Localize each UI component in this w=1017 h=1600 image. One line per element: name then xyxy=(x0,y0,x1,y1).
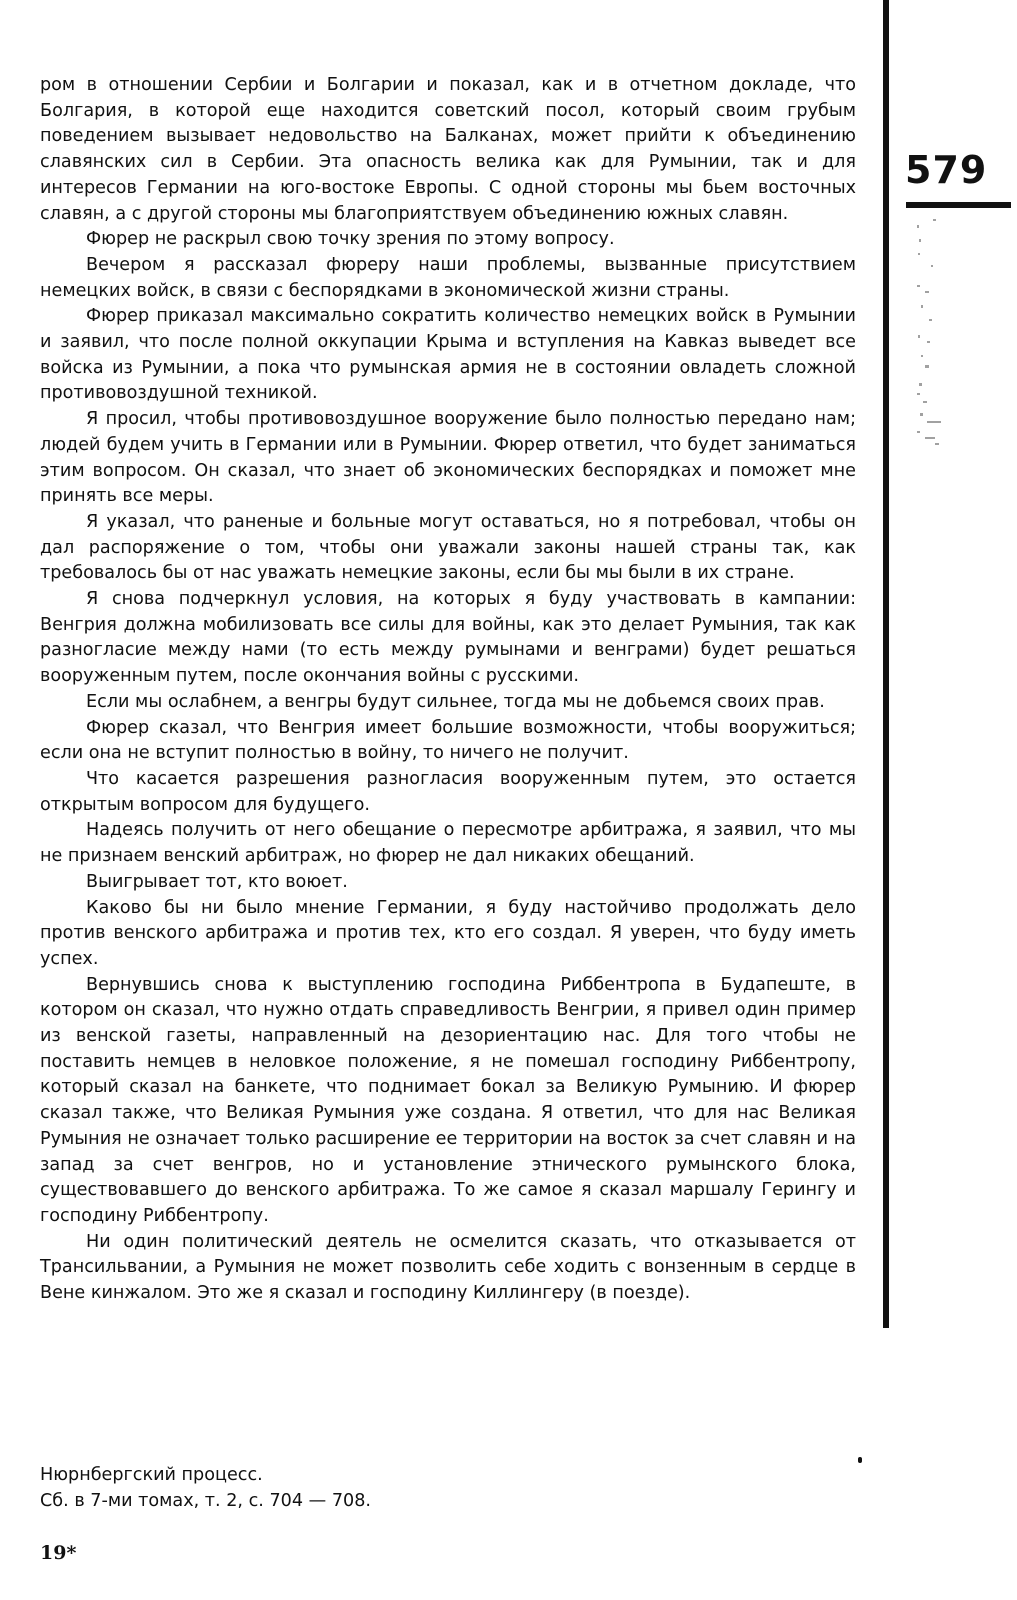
paragraph-5: Я просил, чтобы противовоздушное вооружение было полностью передано нам; людей будем учить в Германии или в Румынии. Фюрер ответил, что будет заниматься этим вопросом. Он сказал, что знает об экономических беспорядках и поможет мне принять все меры. xyxy=(40,409,856,507)
paragraph-8: Если мы ослабнем, а венгры будут сильнее, тогда мы не добьемся своих прав. xyxy=(86,691,825,712)
source-title: Нюрнбергский процесс. xyxy=(40,1465,263,1485)
paragraph-4: Фюрер приказал максимально сократить количество немецких войск в Румынии и заявил, что после полной оккупации Крыма и вступления на Кавказ выведет все войска из Румынии, а пока что румынская армия не в состоянии овладеть сложной противовоздушной техникой. xyxy=(40,306,856,404)
page-number-underline xyxy=(906,202,1011,208)
paragraph-3: Вечером я рассказал фюреру наши проблемы, вызванные присутствием немецких войск, в связи с беспорядками в экономической жизни страны. xyxy=(40,254,856,301)
source-citation xyxy=(40,1463,371,1514)
paragraph-13: Каково бы ни было мнение Германии, я буду настойчиво продолжать дело против венского арбитража и против тех, кто его создал. Я уверен, что буду иметь успех. xyxy=(40,897,856,969)
vertical-margin-rule xyxy=(883,0,889,1328)
paragraph-10: Что касается разрешения разногласия вооруженным путем, это остается открытым вопросом для будущего. xyxy=(40,768,856,815)
printer-signature-mark: 19* xyxy=(40,1542,77,1564)
page-number: 579 xyxy=(905,148,988,192)
stray-ink-dot xyxy=(858,1457,862,1463)
paragraph-12: Выигрывает тот, кто воюет. xyxy=(86,871,348,892)
paragraph-6: Я указал, что раненые и больные могут оставаться, но я потребовал, чтобы он дал распоряжение о том, чтобы они уважали законы нашей страны так, как требовалось бы от нас уважать немецкие законы, если бы мы были в их стране. xyxy=(40,511,856,584)
paragraph-9: Фюрер сказал, что Венгрия имеет большие возможности, чтобы вооружиться; если она не вступит полностью в войну, то ничего не получит. xyxy=(40,717,856,764)
paragraph-14: Вернувшись снова к выступлению господина Риббентропа в Будапеште, в котором он сказал, что нужно отдать справедливость Венгрии, я привел один пример из венской газеты, направленный на дезориентацию нас. Для того чтобы не поставить немцев в неловкое положение, я не помешал господину Риббентропу, который сказал на банкете, что поднимает бокал за Великую Румынию. И фюрер сказал также, что Великая Румыния уже создана. Я ответил, что для нас Великая Румыния не означает только расширение ее территории на восток за счет славян и на запад за счет венгров, но и установление этнического румынского блока, существовавшего до венского арбитража. То же самое я сказал маршалу Герингу и господину Риббентропу. xyxy=(40,974,856,1226)
margin-stamp-smudge xyxy=(915,215,963,455)
paragraph-7: Я снова подчеркнул условия, на которых я буду участвовать в кампании: Венгрия должна мобилизовать все силы для войны, как это делает Румыния, так как разногласие между нами (то есть между румынами и венграми) будет решаться вооруженным путем, после окончания войны с русскими. xyxy=(40,589,856,687)
article-body xyxy=(40,73,856,1307)
paragraph-2: Фюрер не раскрыл свою точку зрения по этому вопросу. xyxy=(86,229,615,250)
paragraph-15: Ни один политический деятель не осмелится сказать, что отказывается от Трансильвании, а Румыния не может позволить себе ходить с вонзенным в сердце в Вене кинжалом. Это же я сказал и господину Киллингеру (в поезде). xyxy=(40,1231,856,1304)
paragraph-1: ром в отношении Сербии и Болгарии и показал, как и в отчетном докладе, что Болгария, в которой еще находится советский посол, который своим грубым поведением вызывает недовольство на Балканах, может прийти к объединению славянских сил в Сербии. Эта опасность велика как для Румынии, так и для интересов Германии на юго-востоке Европы. С одной стороны мы бьем восточных славян, а с другой стороны мы благоприятствуем объединению южных славян. xyxy=(40,75,856,224)
source-reference: Сб. в 7-ми томах, т. 2, с. 704 — 708. xyxy=(40,1490,371,1511)
paragraph-11: Надеясь получить от него обещание о пересмотре арбитража, я заявил, что мы не признаем венский арбитраж, но фюрер не дал никаких обещаний. xyxy=(40,820,856,867)
